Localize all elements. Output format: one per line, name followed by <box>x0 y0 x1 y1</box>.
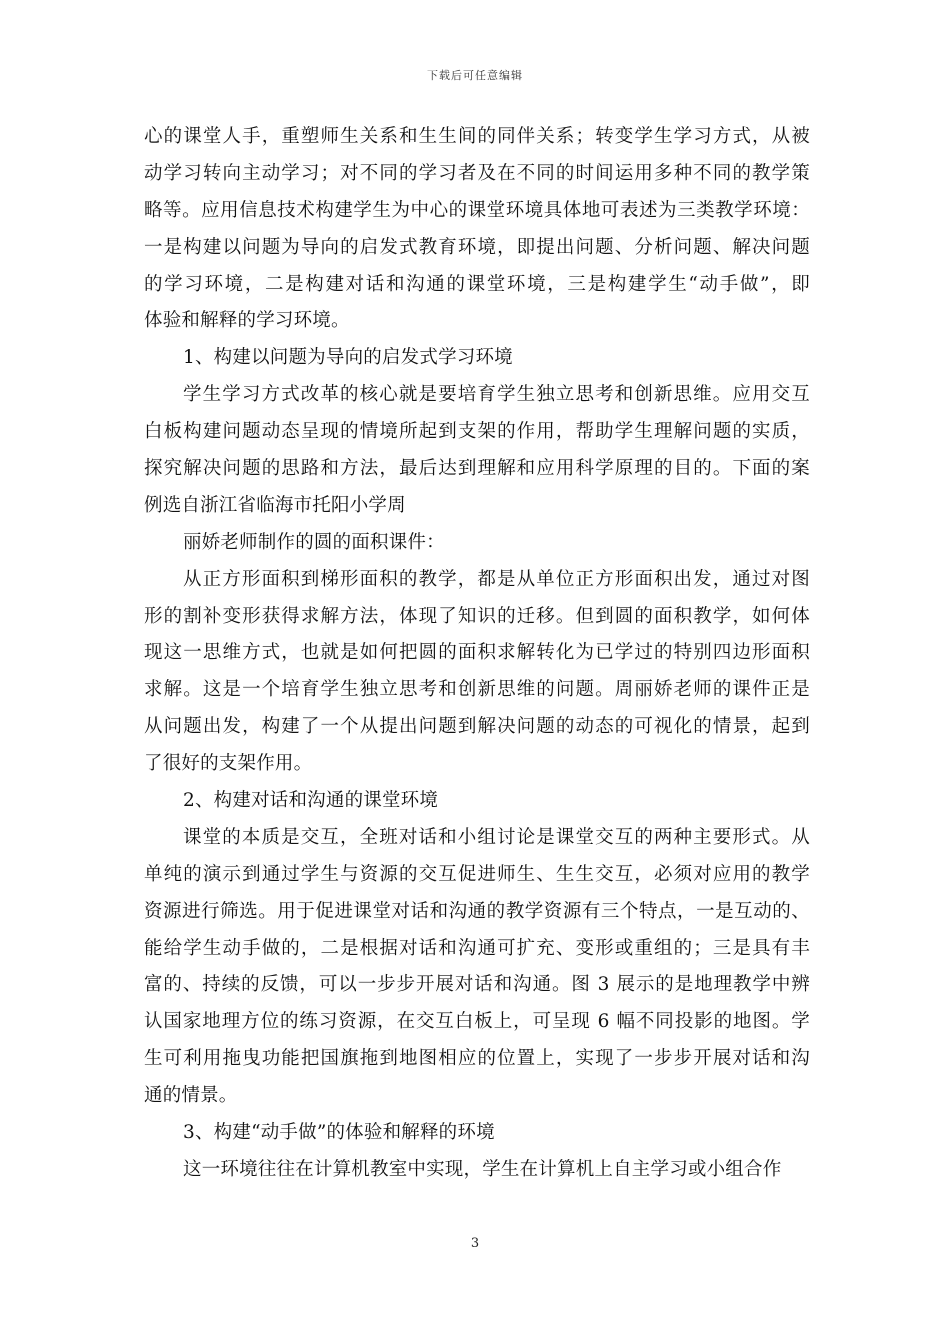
paragraph-line: 生可利用拖曳功能把国旗拖到地图相应的位置上，实现了一步步开展对话和沟 <box>144 1048 810 1070</box>
paragraph-line: 白板构建问题动态呈现的情境所起到支架的作用，帮助学生理解问题的实质， <box>144 421 810 443</box>
section-heading: 1、构建以问题为导向的启发式学习环境 <box>183 347 513 369</box>
paragraph-line: 形的割补变形获得求解方法，体现了知识的迁移。但到圆的面积教学，如何体 <box>144 605 810 627</box>
paragraph-line: 从正方形面积到梯形面积的教学，都是从单位正方形面积出发，通过对图 <box>183 568 810 590</box>
paragraph-line: 课堂的本质是交互，全班对话和小组讨论是课堂交互的两种主要形式。从 <box>183 826 810 848</box>
page-number: 3 <box>470 1236 480 1251</box>
paragraph-line: 学生学习方式改革的核心就是要培育学生独立思考和创新思维。应用交互 <box>183 384 810 406</box>
paragraph-line: 心的课堂人手，重塑师生关系和生生间的同伴关系；转变学生学习方式，从被 <box>144 126 810 147</box>
section-heading: 2、构建对话和沟通的课堂环境 <box>183 790 439 812</box>
header-note: 下载后可任意编辑 <box>427 69 523 82</box>
paragraph-line: 一是构建以问题为导向的启发式教育环境，即提出问题、分析问题、解决问题 <box>144 236 810 258</box>
paragraph-line: 动学习转向主动学习；对不同的学习者及在不同的时间运用多种不同的教学策 <box>144 162 810 184</box>
paragraph-line: 现这一思维方式，也就是如何把圆的面积求解转化为已学过的特别四边形面积 <box>144 642 810 664</box>
paragraph-line: 求解。这是一个培育学生独立思考和创新思维的问题。周丽娇老师的课件正是 <box>144 679 810 701</box>
paragraph-line: 能给学生动手做的，二是根据对话和沟通可扩充、变形或重组的；三是具有丰 <box>144 937 810 959</box>
section-heading: 3、构建“动手做”的体验和解释的环境 <box>183 1122 495 1144</box>
paragraph-line: 这一环境往往在计算机教室中实现，学生在计算机上自主学习或小组合作 <box>183 1158 782 1180</box>
paragraph-line: 略等。应用信息技术构建学生为中心的课堂环境具体地可表述为三类教学环境： <box>144 199 810 221</box>
paragraph-line: 体验和解释的学习环境。 <box>144 310 350 332</box>
paragraph-line: 从问题出发，构建了一个从提出问题到解决问题的动态的可视化的情景，起到 <box>144 716 810 738</box>
paragraph-line: 例选自浙江省临海市托阳小学周 <box>144 494 406 516</box>
paragraph-line: 探究解决问题的思路和方法，最后达到理解和应用科学原理的目的。下面的案 <box>144 458 810 480</box>
paragraph-line: 丽娇老师制作的圆的面积课件： <box>183 531 445 553</box>
paragraph-line: 资源进行筛选。用于促进课堂对话和沟通的教学资源有三个特点，一是互动的、 <box>144 900 810 922</box>
paragraph-line: 单纯的演示到通过学生与资源的交互促进师生、生生交互，必须对应用的教学 <box>144 863 810 885</box>
paragraph-line: 的学习环境，二是构建对话和沟通的课堂环境，三是构建学生“动手做”，即 <box>144 273 810 295</box>
paragraph-line: 认国家地理方位的练习资源，在交互白板上，可呈现 6 幅不同投影的地图。学 <box>144 1011 810 1033</box>
paragraph-line: 通的情景。 <box>144 1085 238 1107</box>
paragraph-line: 富的、持续的反馈，可以一步步开展对话和沟通。图 3 展示的是地理教学中辨 <box>144 974 810 996</box>
document-body <box>144 119 810 1189</box>
paragraph-line: 了很好的支架作用。 <box>144 753 313 775</box>
